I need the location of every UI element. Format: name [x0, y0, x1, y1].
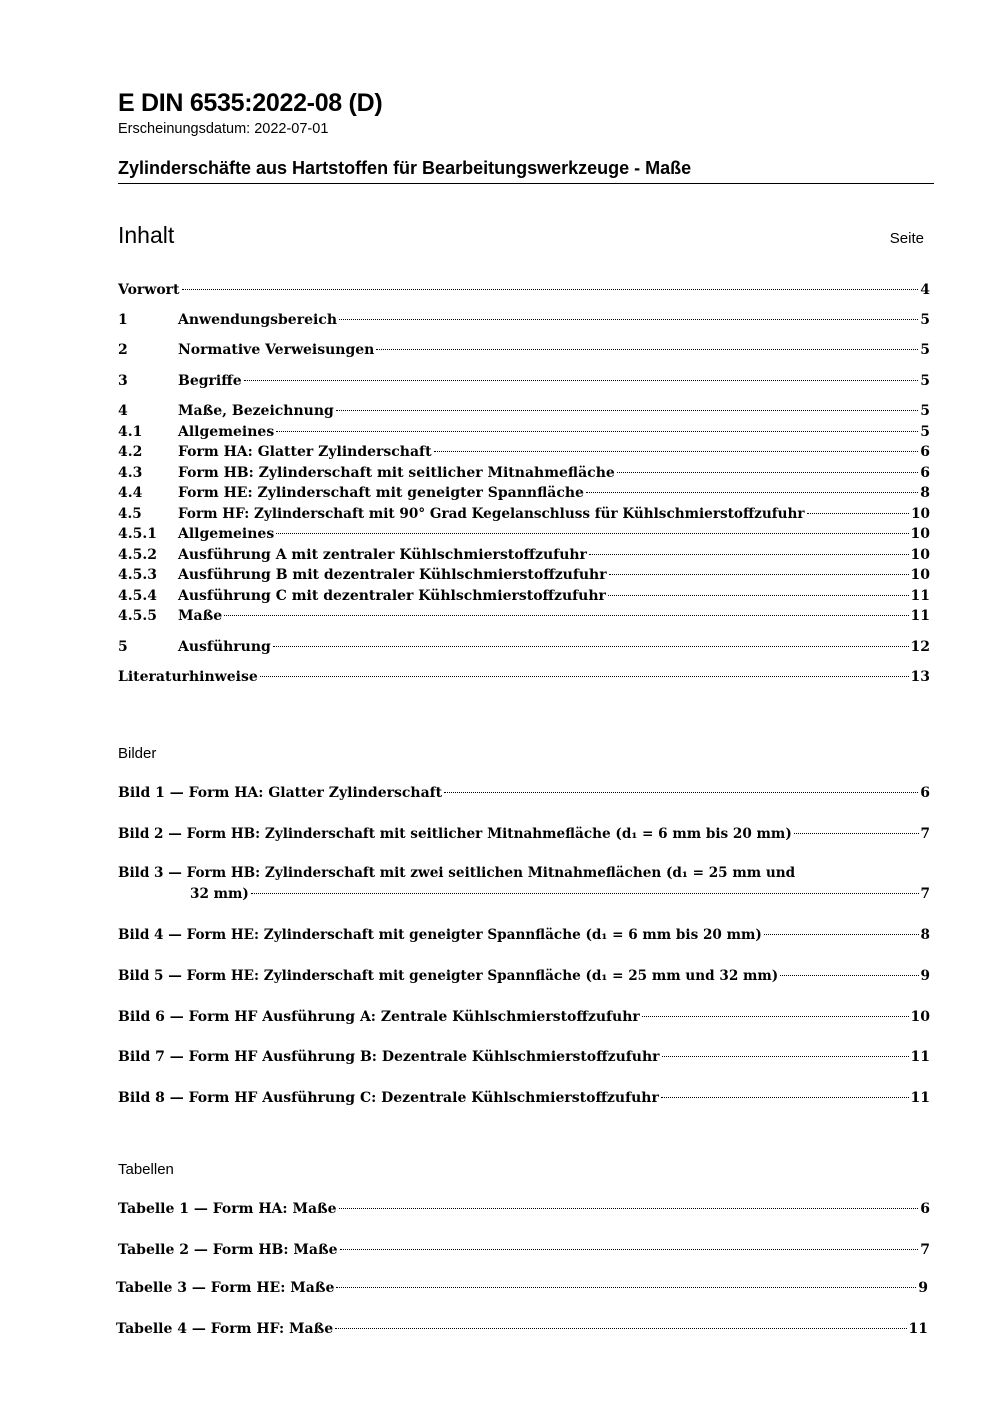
tables-heading: Tabellen: [118, 1161, 174, 1178]
figure-entry-page: 9: [920, 968, 930, 984]
toc-entry-4-1[interactable]: [118, 423, 930, 441]
toc-entry-title: Begriffe: [178, 373, 242, 389]
toc-entry-page: 10: [910, 526, 930, 542]
toc-entry-title: Form HE: Zylinderschaft mit geneigter Spannfläche: [178, 485, 584, 501]
toc-entry-title: Ausführung B mit dezentraler Kühlschmierstoffzufuhr: [178, 567, 607, 583]
figure-entry-2[interactable]: [118, 825, 930, 843]
figure-entry-title: Bild 2 — Form HB: Zylinderschaft mit seitlicher Mitnahmefläche (d₁ = 6 mm bis 20 mm): [118, 826, 792, 842]
dot-leader: [340, 1249, 919, 1250]
dot-leader: [276, 533, 908, 534]
dot-leader: [260, 676, 909, 677]
dot-leader: [276, 431, 918, 432]
dot-leader: [662, 1056, 909, 1057]
toc-entry-number: 4.5.5: [118, 608, 157, 624]
figure-entry-title: Bild 3 — Form HB: Zylinderschaft mit zwei seitlichen Mitnahmeflächen (d₁ = 25 mm und: [118, 865, 796, 881]
toc-entry-5[interactable]: [118, 638, 930, 656]
toc-entry-4-5[interactable]: [118, 505, 930, 523]
toc-entry-number: 4.4: [118, 485, 143, 501]
table-entry-title: Tabelle 4 — Form HF: Maße: [116, 1321, 334, 1337]
toc-heading: Inhalt: [118, 222, 175, 248]
figure-entry-page: 11: [910, 1049, 930, 1065]
toc-entry-title: Form HB: Zylinderschaft mit seitlicher Mitnahmefläche: [178, 465, 615, 481]
toc-entry-number: 4.3: [118, 465, 143, 481]
toc-entry-number: 4: [118, 403, 128, 419]
dot-leader: [339, 319, 918, 320]
table-entry-page: 6: [920, 1201, 930, 1217]
dot-leader: [780, 975, 918, 976]
toc-entry-number: 4.5.2: [118, 547, 157, 563]
toc-entry-title: Ausführung: [178, 639, 271, 655]
figure-entry-6[interactable]: [118, 1008, 930, 1026]
toc-entry-3[interactable]: [118, 372, 930, 390]
figure-entry-page: 6: [920, 785, 930, 801]
toc-entry-page: 8: [920, 485, 930, 501]
figure-entry-title-continued: 32 mm): [190, 886, 249, 902]
toc-entry-4-3[interactable]: [118, 464, 930, 482]
toc-entry-title: Literaturhinweise: [118, 669, 258, 685]
toc-entry-title: Allgemeines: [178, 424, 275, 440]
figure-entry-page: 7: [920, 886, 930, 902]
toc-entry-4-5-3[interactable]: [118, 566, 930, 584]
table-entry-1[interactable]: [118, 1200, 930, 1218]
dot-leader: [617, 472, 918, 473]
dot-leader: [589, 554, 909, 555]
dot-leader: [335, 1328, 906, 1329]
dot-leader: [764, 934, 919, 935]
toc-entry-page: 10: [910, 547, 930, 563]
toc-entry-page: 5: [920, 312, 930, 328]
toc-entry-page: 4: [920, 282, 930, 298]
dot-leader: [336, 1287, 916, 1288]
figure-entry-page: 7: [920, 826, 930, 842]
dot-leader: [586, 492, 918, 493]
figure-entry-title: Bild 4 — Form HE: Zylinderschaft mit geneigter Spannfläche (d₁ = 6 mm bis 20 mm): [118, 927, 762, 943]
table-entry-page: 9: [918, 1280, 928, 1296]
dot-leader: [807, 513, 910, 514]
figure-entry-title: Bild 8 — Form HF Ausführung C: Dezentrale Kühlschmierstoffzufuhr: [118, 1090, 659, 1106]
figure-entry-1[interactable]: [118, 784, 930, 802]
toc-entry-number: 4.5: [118, 506, 142, 522]
toc-entry-number: 3: [118, 373, 128, 389]
figure-entry-4[interactable]: [118, 926, 930, 944]
table-entry-title: Tabelle 1 — Form HA: Maße: [118, 1201, 337, 1217]
document-title: Zylinderschäfte aus Hartstoffen für Bearbeitungswerkzeuge - Maße: [118, 158, 692, 178]
dot-leader: [339, 1208, 919, 1209]
toc-entry-number: 4.1: [118, 424, 143, 440]
toc-entry-page: 5: [920, 424, 930, 440]
dot-leader: [273, 646, 909, 647]
dot-leader: [244, 380, 919, 381]
toc-entry-title: Form HA: Glatter Zylinderschaft: [178, 444, 432, 460]
toc-entry-number: 4.5.1: [118, 526, 157, 542]
figure-entry-7[interactable]: [118, 1048, 930, 1066]
figure-entry-3[interactable]: [118, 863, 930, 905]
toc-entry-4-5-2[interactable]: [118, 546, 930, 564]
figure-entry-title: Bild 5 — Form HE: Zylinderschaft mit geneigter Spannfläche (d₁ = 25 mm und 32 mm): [118, 968, 779, 984]
title-divider: [118, 183, 934, 184]
figure-entry-title: Bild 6 — Form HF Ausführung A: Zentrale Kühlschmierstoffzufuhr: [118, 1009, 640, 1025]
figure-entry-8[interactable]: [118, 1089, 930, 1107]
toc-entry-4-4[interactable]: [118, 484, 930, 502]
toc-entry-title: Vorwort: [118, 282, 180, 298]
toc-entry-title: Normative Verweisungen: [178, 342, 375, 358]
toc-entry-page: 6: [920, 465, 930, 481]
dot-leader: [609, 574, 909, 575]
table-entry-title: Tabelle 3 — Form HE: Maße: [116, 1280, 335, 1296]
table-entry-4[interactable]: [116, 1320, 928, 1338]
dot-leader: [336, 410, 918, 411]
toc-entry-page: 5: [920, 373, 930, 389]
figure-entry-title: Bild 7 — Form HF Ausführung B: Dezentrale Kühlschmierstoffzufuhr: [118, 1049, 660, 1065]
toc-entry-4[interactable]: [118, 402, 930, 420]
toc-entry-title: Anwendungsbereich: [178, 312, 337, 328]
toc-entry-page: 10: [910, 567, 930, 583]
table-entry-page: 7: [920, 1242, 930, 1258]
toc-entry-page: 11: [910, 588, 930, 604]
toc-entry-page: 11: [910, 608, 930, 624]
toc-entry-vorwort[interactable]: [118, 281, 930, 299]
dot-leader: [434, 451, 919, 452]
dot-leader: [608, 595, 909, 596]
table-entry-2[interactable]: [118, 1241, 930, 1259]
toc-entry-page: 13: [910, 669, 930, 685]
figure-entry-5[interactable]: [118, 967, 930, 985]
toc-entry-literaturhinweise[interactable]: [118, 668, 930, 686]
publication-date: Erscheinungsdatum: 2022-07-01: [118, 121, 329, 137]
toc-entry-page: 5: [920, 403, 930, 419]
toc-entry-title: Form HF: Zylinderschaft mit 90° Grad Kegelanschluss für Kühlschmierstoffzufuhr: [178, 506, 805, 522]
table-entry-3[interactable]: [116, 1279, 928, 1297]
toc-entry-number: 2: [118, 342, 128, 358]
document-id: E DIN 6535:2022-08 (D): [118, 89, 383, 117]
toc-entry-4-2[interactable]: [118, 443, 930, 461]
toc-entry-4-5-4[interactable]: [118, 587, 930, 605]
figure-entry-page: 8: [920, 927, 930, 943]
toc-entry-2[interactable]: [118, 341, 930, 359]
figure-entry-page: 11: [910, 1090, 930, 1106]
toc-entry-title: Allgemeines: [178, 526, 275, 542]
toc-entry-title: Ausführung A mit zentraler Kühlschmierstoffzufuhr: [178, 547, 587, 563]
toc-entry-page: 12: [910, 639, 930, 655]
toc-entry-number: 4.5.3: [118, 567, 157, 583]
figure-entry-title: Bild 1 — Form HA: Glatter Zylinderschaft: [118, 785, 443, 801]
toc-entry-number: 1: [118, 312, 128, 328]
page-column-label: Seite: [889, 230, 924, 247]
dot-leader: [794, 833, 919, 834]
figure-entry-page: 10: [910, 1009, 930, 1025]
dot-leader: [444, 792, 918, 793]
dot-leader: [251, 893, 919, 894]
toc-entry-page: 10: [911, 506, 930, 522]
toc-entry-4-5-5[interactable]: [118, 607, 930, 625]
toc-entry-number: 4.5.4: [118, 588, 157, 604]
dot-leader: [376, 349, 918, 350]
toc-entry-4-5-1[interactable]: [118, 525, 930, 543]
table-entry-page: 11: [908, 1321, 928, 1337]
toc-entry-page: 5: [920, 342, 930, 358]
toc-entry-number: 5: [118, 639, 128, 655]
toc-entry-title: Ausführung C mit dezentraler Kühlschmierstoffzufuhr: [178, 588, 606, 604]
toc-entry-page: 6: [920, 444, 930, 460]
dot-leader: [642, 1016, 909, 1017]
dot-leader: [182, 289, 919, 290]
toc-entry-title: Maße: [178, 608, 223, 624]
table-entry-title: Tabelle 2 — Form HB: Maße: [118, 1242, 338, 1258]
figures-heading: Bilder: [118, 745, 157, 762]
toc-entry-1[interactable]: [118, 311, 930, 329]
dot-leader: [661, 1097, 909, 1098]
dot-leader: [224, 615, 908, 616]
toc-entry-title: Maße, Bezeichnung: [178, 403, 334, 419]
toc-entry-number: 4.2: [118, 444, 143, 460]
